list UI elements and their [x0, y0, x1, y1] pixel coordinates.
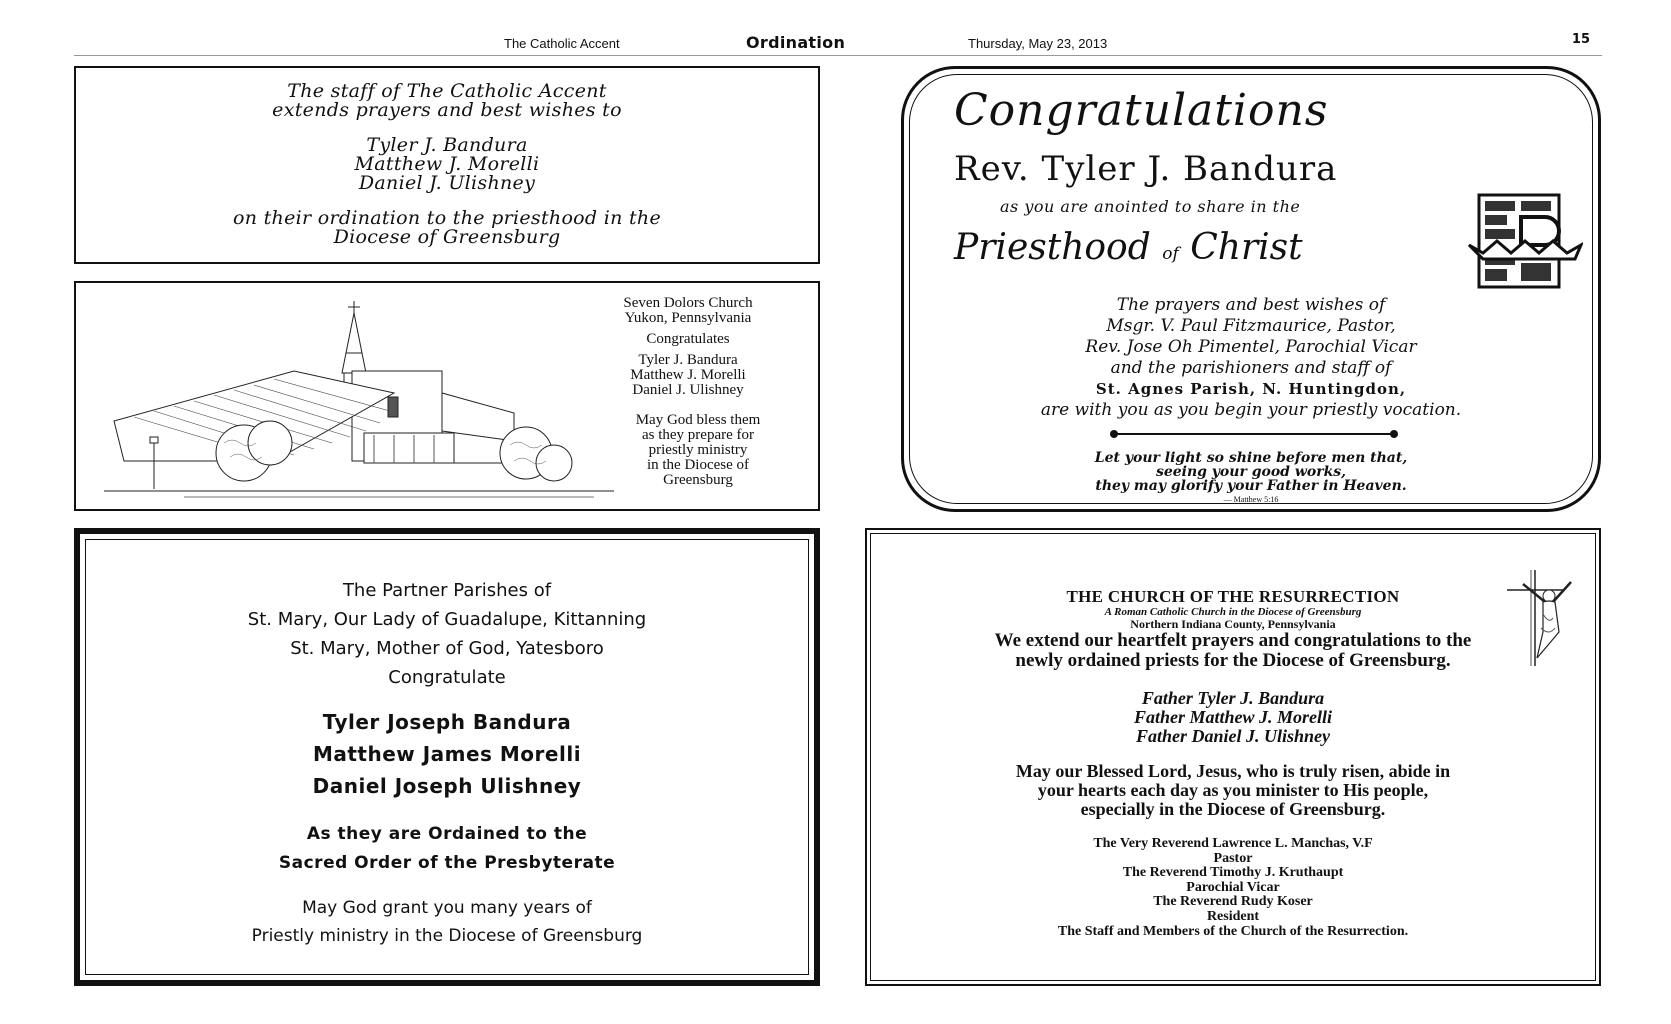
of-word: of [1162, 244, 1179, 264]
resurrection-ad [865, 528, 1601, 986]
st-agnes-ad [901, 66, 1601, 512]
staff-line: Diocese of Greensburg [333, 226, 561, 248]
church-location: Yukon, Pennsylvania [624, 310, 752, 326]
ordinand-name: Matthew J. Morelli [354, 153, 540, 175]
anointed-line: as you are anointed to share in the [1000, 197, 1301, 216]
priesthood-word: Priesthood [954, 227, 1151, 268]
staff-line: extends prayers and best wishes to [272, 99, 622, 121]
congratulations-heading: Congratulations [954, 85, 1329, 136]
verse-line: Let your light so shine before men that, [1094, 450, 1408, 466]
honoree-name: Rev. Tyler J. Bandura [954, 149, 1338, 189]
clergy-line: The Reverend Timothy J. Kruthaupt [1122, 865, 1344, 881]
verse-citation: — Matthew 5:16 [1223, 495, 1279, 504]
blessing-line: May our Blessed Lord, Jesus, who is truly risen, abide in [1015, 761, 1451, 781]
parish-name: St. Agnes Parish, N. Huntingdon, [1095, 380, 1407, 398]
intro-line: Congratulate [388, 667, 506, 688]
inner-border [909, 74, 1593, 504]
verse-line: they may glorify your Father in Heaven. [1095, 478, 1407, 494]
clergy-line: Pastor [1213, 850, 1253, 866]
blessing-line: your hearts each day as you minister to His people, [1037, 780, 1429, 800]
vocation-line: are with you as you begin your priestly vocation. [1040, 400, 1462, 420]
blessing-line: in the Diocese of [646, 457, 750, 473]
issue-date: Thursday, May 23, 2013 [968, 36, 1108, 51]
clergy-line: The Staff and Members of the Church of the Resurrection. [1057, 923, 1409, 939]
blessing-line: Greensburg [663, 472, 733, 488]
church-subtitle: A Roman Catholic Church in the Diocese of Greensburg [1104, 606, 1362, 618]
page-number: 15 [1571, 32, 1590, 47]
seven-dolors-ad [74, 281, 820, 511]
church-name: Seven Dolors Church [623, 295, 753, 311]
ordinand-name: Father Matthew J. Morelli [1133, 707, 1333, 727]
christ-word: Christ [1190, 227, 1303, 268]
blessing-line: especially in the Diocese of Greensburg. [1080, 799, 1386, 819]
church-location: Northern Indiana County, Pennsylvania [1130, 617, 1336, 631]
ordinand-name: Matthew James Morelli [312, 742, 582, 766]
ordinand-name: Father Tyler J. Bandura [1141, 688, 1325, 708]
ornamental-divider [1114, 433, 1394, 435]
order-line: Sacred Order of the Presbyterate [278, 853, 616, 873]
wish-line: Priestly ministry in the Diocese of Greensburg [251, 926, 643, 946]
ordinand-name: Daniel J. Ulishney [358, 172, 536, 194]
clergy-line: The Reverend Rudy Koser [1153, 894, 1313, 910]
partner-parishes-ad [74, 528, 820, 986]
staff-line: The staff of The Catholic Accent [287, 80, 607, 102]
prayers-line: The prayers and best wishes of [1116, 295, 1386, 315]
ordinand-name: Matthew J. Morelli [630, 367, 746, 383]
publication-name: The Catholic Accent [504, 36, 620, 51]
ordinand-name: Father Daniel J. Ulishney [1135, 726, 1331, 746]
order-line: As they are Ordained to the [306, 824, 588, 844]
message-line: We extend our heartfelt prayers and congratulations to the [994, 630, 1472, 651]
clergy-line: The Very Reverend Lawrence L. Manchas, V.F [1093, 836, 1373, 851]
blessing-line: as they prepare for [641, 427, 755, 443]
blessing-line: priestly ministry [648, 442, 748, 458]
message-line: newly ordained priests for the Diocese of Greensburg. [1015, 650, 1451, 671]
wish-line: May God grant you many years of [302, 898, 592, 918]
clergy-line: Resident [1206, 908, 1260, 924]
ordinand-name: Tyler J. Bandura [366, 134, 528, 156]
priesthood-emblem-icon [1459, 193, 1583, 289]
parishioners-line: and the parishioners and staff of [1110, 358, 1392, 378]
intro-line: St. Mary, Mother of God, Yatesboro [290, 638, 604, 659]
congratulates-label: Congratulates [646, 331, 730, 347]
vicar-line: Rev. Jose Oh Pimentel, Parochial Vicar [1085, 337, 1417, 357]
priesthood-heading [954, 227, 1303, 268]
ordinand-name: Daniel Joseph Ulishney [312, 774, 582, 798]
intro-line: St. Mary, Our Lady of Guadalupe, Kittanning [247, 609, 647, 630]
church-name: THE CHURCH OF THE RESURRECTION [1066, 587, 1400, 606]
ordinand-name: Tyler Joseph Bandura [322, 710, 572, 734]
intro-line: The Partner Parishes of [342, 580, 552, 601]
staff-ad [74, 66, 820, 264]
blessing-line: May God bless them [635, 412, 761, 428]
verse-line: seeing your good works, [1155, 464, 1347, 480]
staff-line: on their ordination to the priesthood in the [233, 207, 661, 229]
section-title: Ordination [746, 33, 846, 52]
ordinand-name: Daniel J. Ulishney [632, 382, 744, 398]
clergy-line: Parochial Vicar [1186, 879, 1280, 895]
pastor-line: Msgr. V. Paul Fitzmaurice, Pastor, [1106, 316, 1396, 336]
ordinand-name: Tyler J. Bandura [638, 352, 738, 368]
page-header [74, 30, 1602, 56]
